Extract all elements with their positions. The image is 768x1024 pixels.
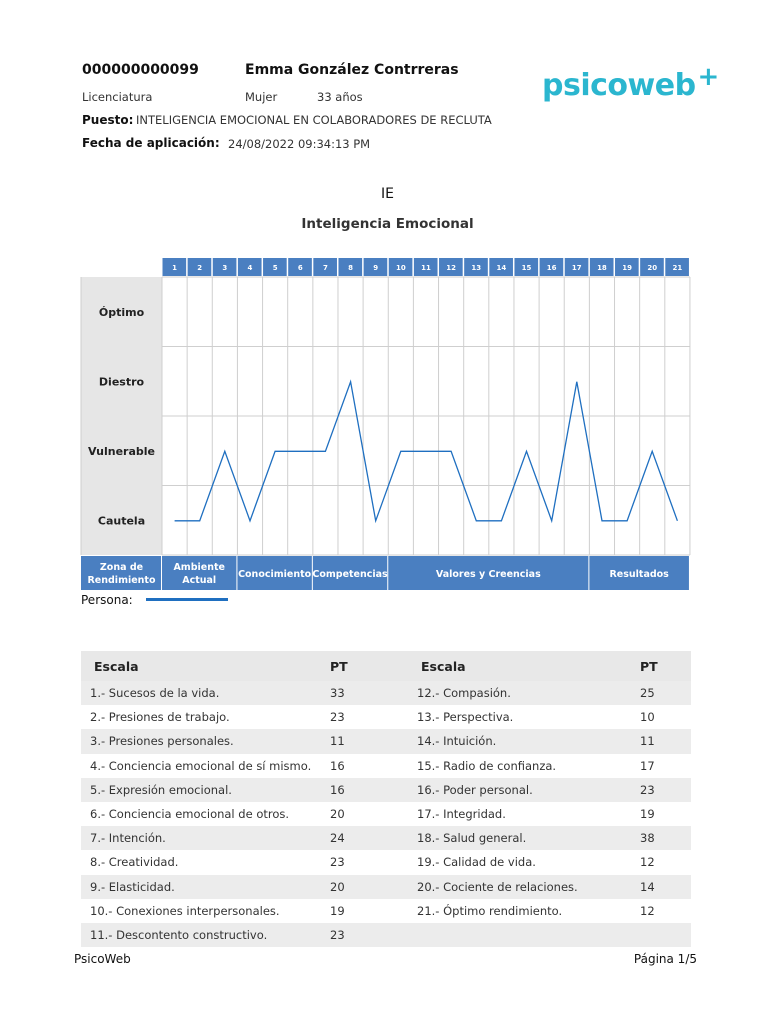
scale-name-cell: 6.- Conciencia emocional de otros. [81,802,326,826]
column-number-label: 5 [272,264,278,272]
pt-value-cell: 19 [326,899,408,923]
scale-name-cell: 1.- Sucesos de la vida. [81,681,326,705]
pt-value-cell: 12 [636,899,691,923]
scale-name-cell: 8.- Creatividad. [81,850,326,874]
pt-value-cell: 10 [636,705,691,729]
logo-text: psicoweb [542,68,696,103]
pt-value-cell: 33 [326,681,408,705]
row-label: Vulnerable [88,444,155,458]
row-label: Diestro [98,375,145,389]
date-label: Fecha de aplicación: [82,136,220,150]
pt-value-cell: 11 [636,729,691,753]
page-number: Página 1/5 [633,952,697,966]
pt-value-cell: 14 [636,875,691,899]
column-number-label: 3 [222,264,228,272]
column-header-scale: Escala [408,651,636,681]
table-row [81,729,691,753]
scale-name-cell: 17.- Integridad. [408,802,636,826]
logo-plus: + [697,62,719,92]
scale-name-cell: 18.- Salud general. [408,826,636,850]
age: 33 años [317,90,363,104]
zone-label: Conocimiento [238,569,312,580]
chart-title: Inteligencia Emocional [301,216,474,232]
table-row [81,875,691,899]
candidate-name: Emma González Contrreras [245,62,459,78]
zone-label: Resultados [609,569,669,580]
position-value: INTELIGENCIA EMOCIONAL EN COLABORADORES DE RECLUTA [136,113,492,127]
column-number-label: 17 [571,264,582,272]
pt-value-cell: 12 [636,850,691,874]
pt-value-cell: 23 [326,850,408,874]
scale-name-cell: 12.- Compasión. [408,681,636,705]
column-number-label: 2 [197,264,203,272]
pt-value-cell: 23 [636,778,691,802]
pt-value-cell: 25 [636,681,691,705]
scale-name-cell: 2.- Presiones de trabajo. [81,705,326,729]
table-row [81,923,691,947]
column-header-pt: PT [326,651,408,681]
column-header-scale: Escala [81,651,326,681]
zone-header-label: Zona de [99,562,144,573]
table-row [81,754,691,778]
date-value: 24/08/2022 09:34:13 PM [228,137,371,151]
column-number-label: 9 [373,264,379,272]
scale-name-cell: 3.- Presiones personales. [81,729,326,753]
table-row [81,681,691,705]
scale-name-cell: 19.- Calidad de vida. [408,850,636,874]
zone-label: Ambiente [173,562,225,573]
scale-name-cell: 11.- Descontento constructivo. [81,923,326,947]
scale-name-cell: 21.- Óptimo rendimiento. [408,899,636,923]
column-number-label: 1 [172,264,178,272]
column-number-label: 12 [446,264,456,272]
legend-label: Persona: [81,593,133,607]
score-table [81,651,691,947]
record-id: 000000000099 [82,62,199,78]
legend-line-swatch [146,598,228,601]
persona-series-line [175,382,678,521]
column-number-label: 7 [322,264,328,272]
scale-name-cell: 13.- Perspectiva. [408,705,636,729]
column-number-label: 18 [597,264,607,272]
table-row [81,705,691,729]
footer-brand: PsicoWeb [74,952,131,966]
pt-value-cell: 16 [326,778,408,802]
column-number-label: 15 [521,264,532,272]
pt-value-cell: 11 [326,729,408,753]
document-title: IE [381,186,394,202]
pt-value-cell: 16 [326,754,408,778]
column-number-label: 21 [672,264,683,272]
row-label: Óptimo [98,305,145,319]
zone-label: Competencias [312,569,388,580]
scale-name-cell: 9.- Elasticidad. [81,875,326,899]
gender: Mujer [245,90,278,104]
scale-name-cell: 20.- Cociente de relaciones. [408,875,636,899]
pt-value-cell [636,923,691,947]
zone-label: Actual [182,575,217,586]
table-row [81,826,691,850]
column-number-label: 14 [496,264,507,272]
table-header-row [81,651,691,681]
table-row [81,899,691,923]
row-label: Cautela [97,514,146,528]
pt-value-cell: 24 [326,826,408,850]
column-number-label: 11 [421,264,431,272]
column-number-label: 19 [622,264,632,272]
position-label: Puesto: [82,113,134,127]
pt-value-cell: 20 [326,875,408,899]
scale-name-cell: 10.- Conexiones interpersonales. [81,899,326,923]
column-number-label: 6 [297,264,303,272]
column-number-label: 13 [471,264,482,272]
scale-name-cell: 5.- Expresión emocional. [81,778,326,802]
column-header-pt: PT [636,651,691,681]
table-row [81,778,691,802]
pt-value-cell: 19 [636,802,691,826]
scale-name-cell: 15.- Radio de confianza. [408,754,636,778]
table-row [81,850,691,874]
pt-value-cell: 20 [326,802,408,826]
zone-header-label: Rendimiento [87,575,156,586]
pt-value-cell: 23 [326,923,408,947]
education-level: Licenciatura [82,90,153,104]
pt-value-cell: 17 [636,754,691,778]
scale-name-cell: 7.- Intención. [81,826,326,850]
zone-label: Valores y Creencias [435,569,541,580]
column-number-label: 8 [348,264,353,272]
scale-name-cell: 16.- Poder personal. [408,778,636,802]
pt-value-cell: 38 [636,826,691,850]
column-number-label: 4 [247,264,253,272]
column-number-label: 10 [395,264,406,272]
scale-name-cell [408,923,636,947]
table-row [81,802,691,826]
scale-name-cell: 14.- Intuición. [408,729,636,753]
column-number-label: 16 [546,264,557,272]
column-number-label: 20 [647,264,658,272]
pt-value-cell: 23 [326,705,408,729]
scale-name-cell: 4.- Conciencia emocional de sí mismo. [81,754,326,778]
